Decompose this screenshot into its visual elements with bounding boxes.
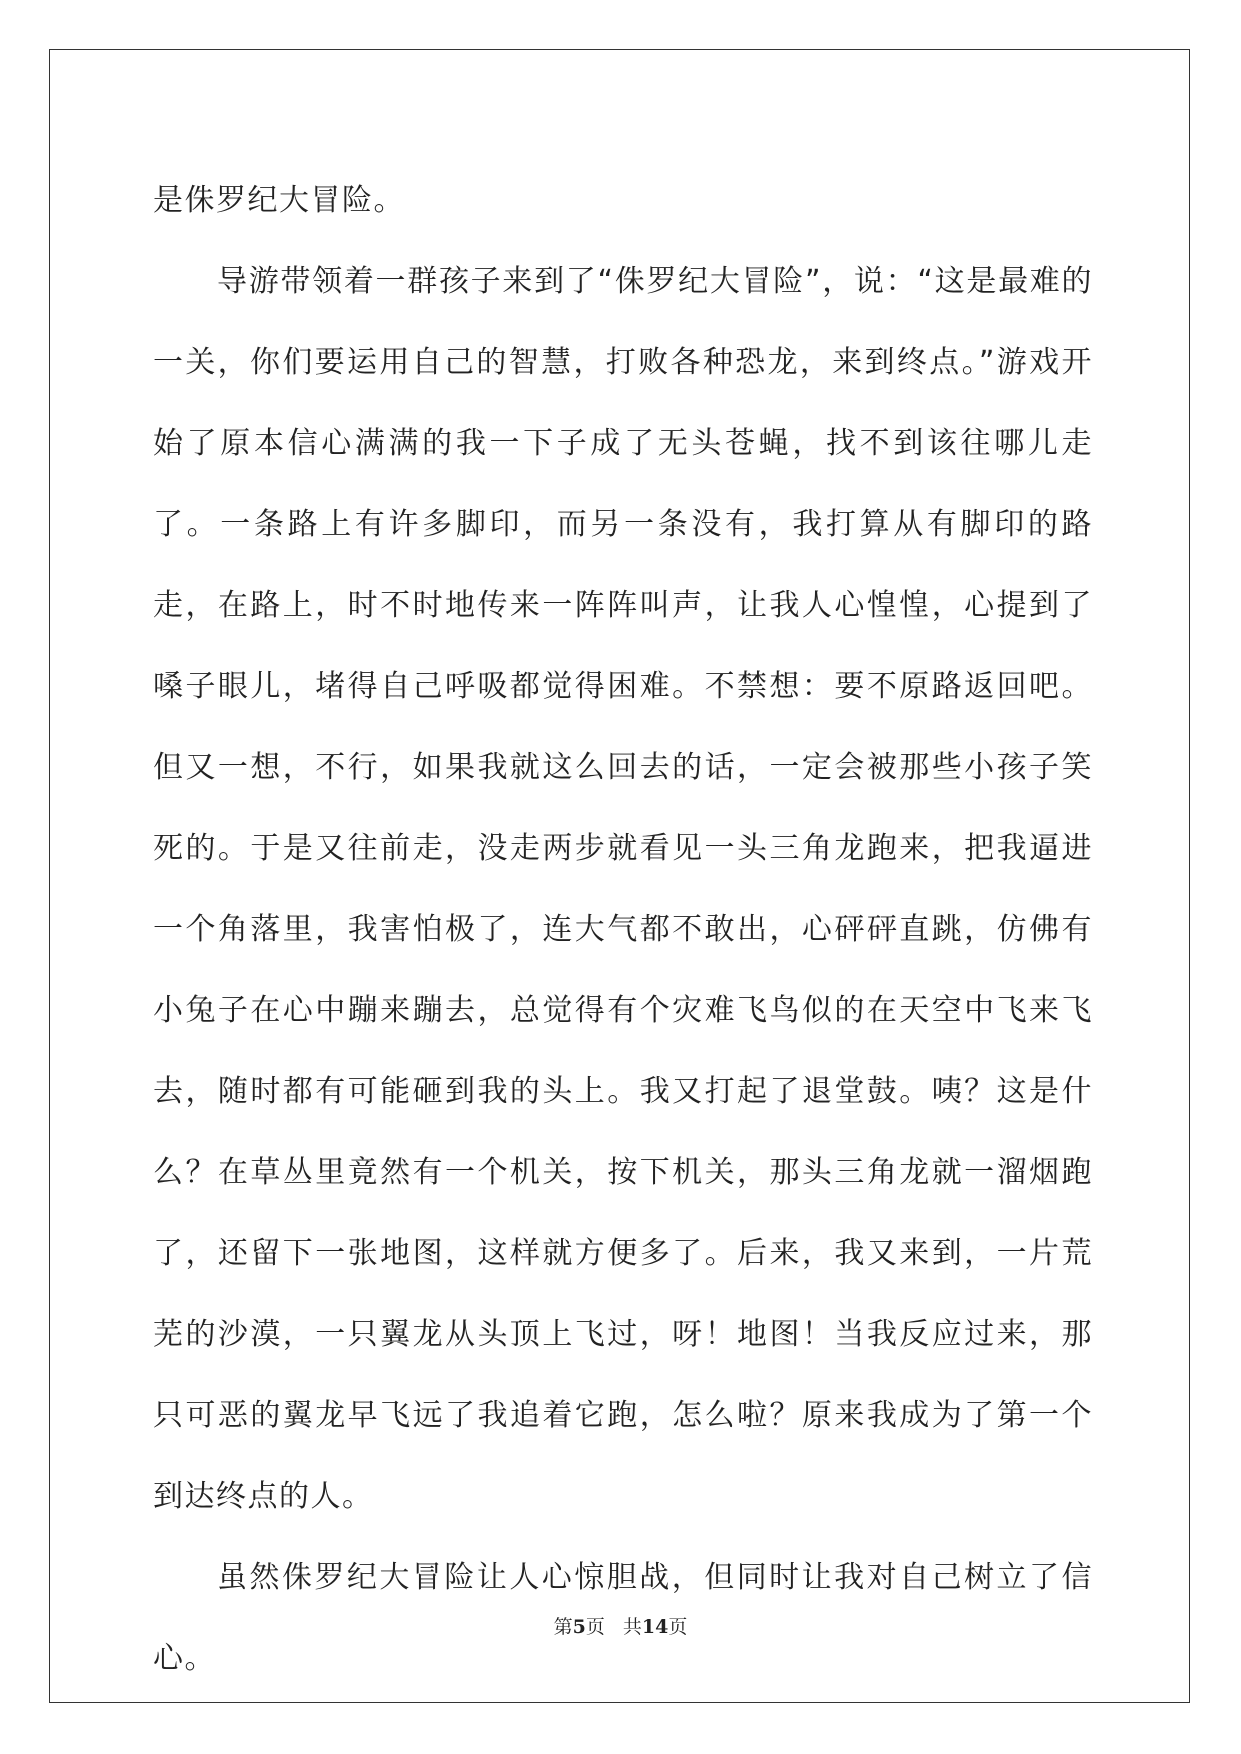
document-body (153, 160, 1093, 1699)
paragraph-3: 虽然侏罗纪大冒险让人心惊胆战，但同时让我对自己树立了信心。 (153, 1560, 1093, 1676)
page-footer (0, 1612, 1241, 1639)
page-suffix: 页 (585, 1616, 605, 1638)
paragraph-1: 是侏罗纪大冒险。 (153, 183, 405, 218)
paragraph-2: 导游带领着一群孩子来到了“侏罗纪大冒险”，说：“这是最难的一关，你们要运用自己的智慧，打败各种恐龙，来到终点。”游戏开始了原本信心满满的我一下子成了无头苍蝇，找不到该往哪儿走了。一条路上有许多脚印，而另一条没有，我打算从有脚印的路走，在路上，时不时地传来一阵阵叫声，让我人心惶惶，心提到了嗓子眼儿，堵得自己呼吸都觉得困难。不禁想：要不原路返回吧。但又一想，不行，如果我就这么回去的话，一定会被那些小孩子笑死的。于是又往前走，没走两步就看见一头三角龙跑来，把我逼进一个角落里，我害怕极了，连大气都不敢出，心砰砰直跳，仿佛有小兔子在心中蹦来蹦去，总觉得有个灾难飞鸟似的在天空中飞来飞去，随时都有可能砸到我的头上。我又打起了退堂鼓。咦？这是什么？在草丛里竟然有一个机关，按下机关，那头三角龙就一溜烟跑了，还留下一张地图，这样就方便多了。后来，我又来到，一片荒芜的沙漠，一只翼龙从头顶上飞过，呀！地图！当我反应过来，那只可恶的翼龙早飞远了我追着它跑，怎么啦？原来我成为了第一个到达终点的人。 (153, 264, 1093, 1514)
total-pages: 14 (641, 1616, 669, 1638)
total-suffix: 页 (668, 1616, 688, 1638)
total-prefix: 共 (622, 1616, 642, 1638)
page-prefix: 第 (553, 1616, 573, 1638)
page-number: 5 (572, 1616, 586, 1638)
